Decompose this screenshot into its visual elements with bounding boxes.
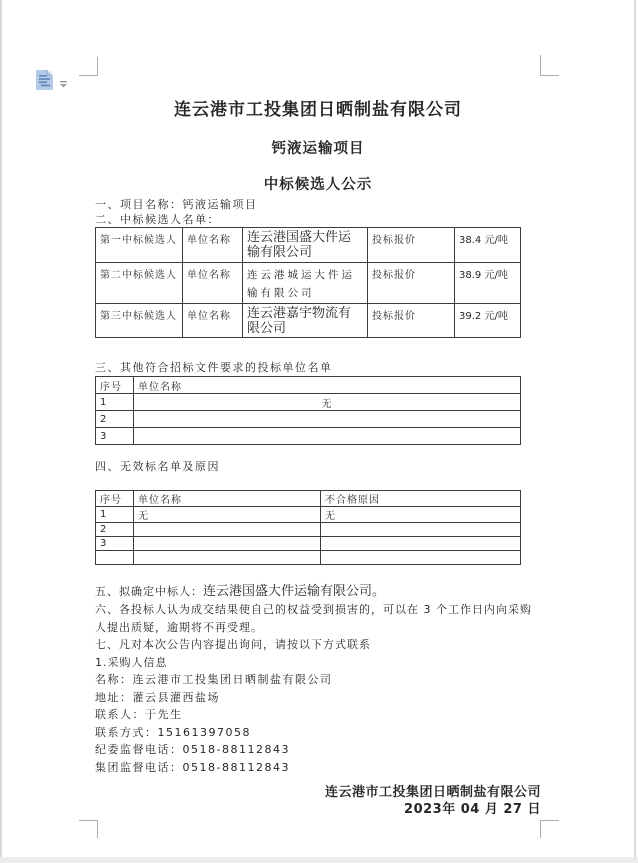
unit-name: 连云港城运大件运输有限公司 (243, 263, 368, 304)
seq-cell: 3 (96, 537, 134, 551)
table-row (96, 537, 521, 551)
contact-phone-line: 联系方式：15161397058 (95, 725, 251, 739)
page-edge-left (0, 0, 2, 863)
candidate-rank: 第二中标候选人 (96, 263, 183, 304)
bid-price: 38.9 元/吨 (455, 263, 521, 304)
paste-options-button[interactable] (36, 71, 72, 93)
proposed-winner-name: 连云港国盛大件运输有限公司。 (203, 584, 386, 599)
reason-cell (321, 551, 521, 565)
document-body (95, 90, 541, 818)
bid-price-label: 投标报价 (368, 263, 455, 304)
section7-line: 七、凡对本次公告内容提出询问，请按以下方式联系 (95, 638, 371, 651)
column-header-reason: 不合格原因 (321, 491, 521, 507)
line-project-name: 一、项目名称：钙液运输项目 (95, 198, 258, 211)
unit-name-label: 单位名称 (183, 228, 243, 263)
line-candidates-list: 二、中标候选人名单： (95, 213, 220, 226)
invalid-bids-table (95, 490, 521, 565)
bid-price: 39.2 元/吨 (455, 304, 521, 338)
section3-heading: 三、其他符合招标文件要求的投标单位名单 (95, 361, 333, 374)
contact-name-line: 名称：连云港市工投集团日晒制盐有限公司 (95, 673, 333, 686)
table-row (96, 428, 521, 445)
unit-name-label: 单位名称 (183, 304, 243, 338)
chevron-down-icon[interactable] (59, 73, 68, 92)
bid-price-label: 投标报价 (368, 228, 455, 263)
page-edge-right (634, 0, 636, 863)
unit-cell (134, 551, 321, 565)
table-row (96, 228, 521, 263)
other-bidders-table (95, 376, 521, 445)
reason-cell (321, 523, 521, 537)
table-row (96, 411, 521, 428)
doc-title-notice: 中标候选人公示 (263, 177, 373, 193)
text-boundary-mark-bottom-left (79, 820, 98, 838)
text-boundary-mark-bottom-right (540, 820, 559, 838)
page-edge-bottom (0, 857, 638, 863)
column-header-seq: 序号 (96, 377, 134, 394)
doc-title-project: 钙液运输项目 (271, 141, 365, 157)
candidates-table (95, 227, 521, 338)
doc-title-company: 连云港市工投集团日晒制盐有限公司 (174, 100, 462, 120)
table-row (96, 507, 521, 523)
table-header-row (96, 377, 521, 394)
seq-cell: 1 (96, 394, 134, 411)
unit-cell: 无 (134, 394, 521, 411)
table-row (96, 304, 521, 338)
signature-date: 2023年 04 月 27 日 (404, 802, 541, 817)
candidate-rank: 第一中标候选人 (96, 228, 183, 263)
section6-paragraph: 六、各投标人认为成交结果使自己的权益受到损害的，可以在 3 个工作日内向采购人提出质疑，逾期将不再受理。 (95, 603, 532, 634)
table-row (96, 394, 521, 411)
unit-name: 连云港国盛大件运输有限公司 (243, 228, 368, 263)
contact-address-line: 地址：灌云县灌西盐场 (95, 690, 220, 704)
seq-cell: 1 (96, 507, 134, 523)
unit-cell: 无 (134, 507, 321, 523)
text-boundary-mark-top-left (79, 57, 98, 76)
candidate-rank: 第三中标候选人 (96, 304, 183, 338)
unit-cell (134, 411, 521, 428)
section5-line (95, 583, 541, 601)
table-row (96, 263, 521, 304)
seq-cell: 2 (96, 411, 134, 428)
section4-heading: 四、无效标名单及原因 (95, 460, 220, 473)
buyer-info-heading: 1.采购人信息 (95, 655, 168, 669)
reason-cell: 无 (321, 507, 521, 523)
text-boundary-mark-top-right (540, 55, 559, 76)
table-header-row (96, 491, 521, 507)
seq-cell: 3 (96, 428, 134, 445)
unit-cell (134, 523, 321, 537)
column-header-seq: 序号 (96, 491, 134, 507)
bid-price-label: 投标报价 (368, 304, 455, 338)
unit-cell (134, 537, 321, 551)
table-row (96, 551, 521, 565)
table-row (96, 523, 521, 537)
bid-price: 38.4 元/吨 (455, 228, 521, 263)
section5-label: 五、拟确定中标人： (95, 585, 203, 598)
unit-cell (134, 428, 521, 445)
unit-name-label: 单位名称 (183, 263, 243, 304)
contact-person-line: 联系人：于先生 (95, 708, 183, 721)
signature-company: 连云港市工投集团日晒制盐有限公司 (324, 785, 541, 800)
unit-name: 连云港嘉宇物流有限公司 (243, 304, 368, 338)
column-header-unit: 单位名称 (134, 491, 321, 507)
reason-cell (321, 537, 521, 551)
column-header-unit: 单位名称 (134, 377, 521, 394)
paste-options-icon[interactable] (36, 70, 53, 94)
seq-cell (96, 551, 134, 565)
group-phone-line: 集团监督电话：0518-88112843 (95, 760, 290, 774)
seq-cell: 2 (96, 523, 134, 537)
discipline-phone-line: 纪委监督电话：0518-88112843 (95, 743, 290, 756)
